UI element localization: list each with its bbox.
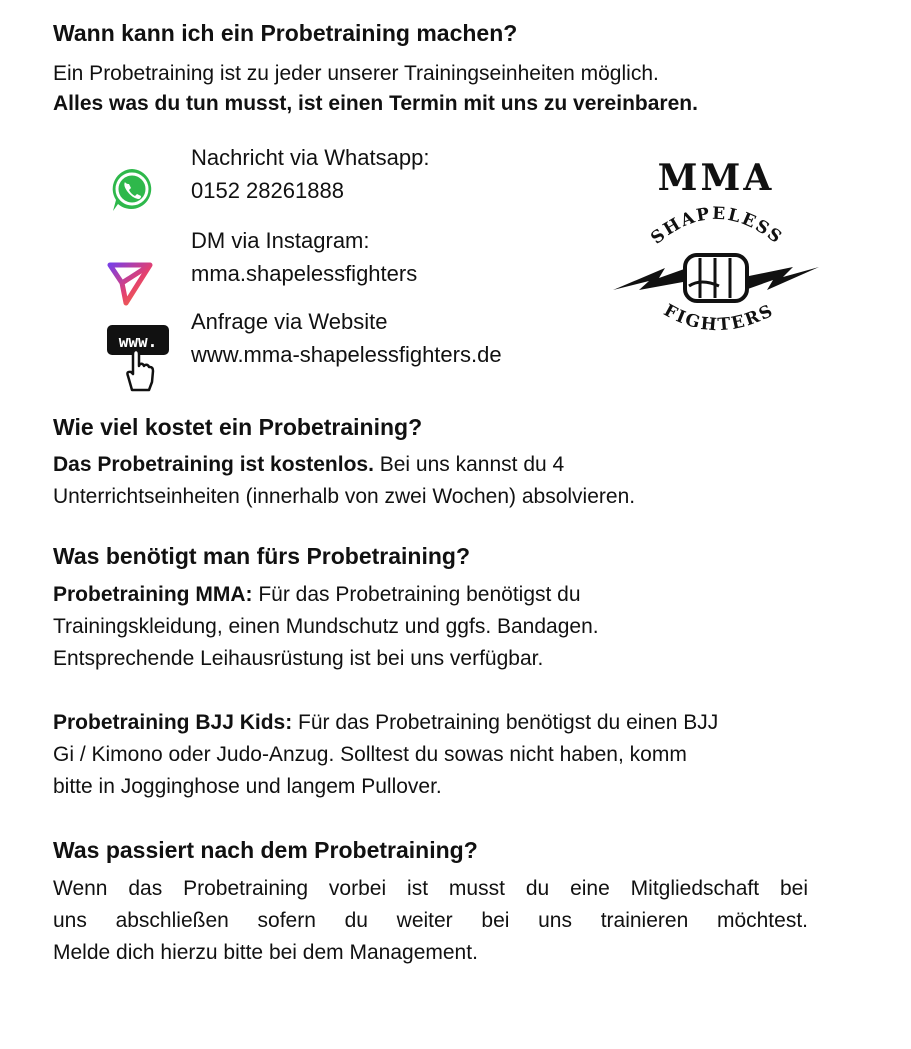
whatsapp-number[interactable]: 0152 28261888 (191, 178, 344, 203)
text-mma-rest: Für das Probetraining benötigst du (252, 583, 581, 606)
text-bjj-line3: bitte in Jogginghose und langem Pullover. (53, 775, 442, 798)
text-when-line1: Ein Probetraining ist zu jeder unserer Trainingseinheiten möglich. (53, 62, 659, 85)
text-bjj-line2: Gi / Kimono oder Judo-Anzug. Solltest du sowas nicht haben, komm (53, 743, 687, 766)
svg-text:FIGHTERS (660, 300, 777, 335)
whatsapp-label: Nachricht via Whatsapp: (191, 145, 430, 170)
text-bjj-bold: Probetraining BJJ Kids: (53, 711, 293, 734)
heading-cost: Wie viel kostet ein Probetraining? (53, 414, 423, 440)
text-after-line2: uns abschließen sofern du weiter bei uns trainieren möchtest. (53, 909, 808, 932)
www-icon-text: www. (118, 332, 158, 351)
heading-after: Was passiert nach dem Probetraining? (53, 837, 478, 863)
text-mma-line2: Trainingskleidung, einen Mundschutz und ggfs. Bandagen. (53, 615, 599, 638)
website-label: Anfrage via Website (191, 309, 388, 334)
logo-title: MMA (657, 157, 775, 199)
heading-requirements: Was benötigt man fürs Probetraining? (53, 543, 470, 569)
text-mma-bold: Probetraining MMA: (53, 583, 253, 606)
text-cost-bold: Das Probetraining ist kostenlos. (53, 453, 374, 476)
logo-lightning-left (613, 268, 687, 290)
www-click-icon (106, 324, 172, 392)
website-url[interactable]: www.mma-shapelessfighters.de (191, 342, 502, 367)
text-mma-line3: Entsprechende Leihausrüstung ist bei uns verfügbar. (53, 647, 544, 670)
logo-arc-top: SHAPELESS (647, 203, 787, 249)
mma-shapeless-fighters-logo (605, 150, 827, 350)
text-cost-line2: Unterrichtseinheiten (innerhalb von zwei Wochen) absolvieren. (53, 485, 636, 508)
text-bjj-line1 (53, 707, 718, 739)
text-mma-line1 (53, 579, 581, 611)
text-when-line2: Alles was du tun musst, ist einen Termin mit uns zu vereinbaren. (53, 92, 698, 115)
instagram-handle[interactable]: mma.shapelessfighters (191, 261, 418, 286)
logo-fist (685, 255, 747, 301)
instagram-direct-icon (106, 259, 154, 307)
logo-arc-bottom: FIGHTERS (660, 300, 778, 336)
text-after-line1: Wenn das Probetraining vorbei ist musst du eine Mitgliedschaft bei (53, 877, 808, 900)
text-after-line3: Melde dich hierzu bitte bei dem Management. (53, 941, 478, 964)
text-cost-rest: Bei uns kannst du 4 (373, 453, 565, 476)
logo-lightning-right (745, 267, 819, 290)
text-bjj-rest: Für das Probetraining benötigst du einen BJJ (292, 711, 719, 734)
whatsapp-icon (108, 166, 156, 214)
heading-when: Wann kann ich ein Probetraining machen? (53, 20, 518, 46)
text-cost-line1 (53, 449, 564, 481)
svg-text:SHAPELESS (647, 204, 786, 249)
instagram-label: DM via Instagram: (191, 228, 370, 253)
